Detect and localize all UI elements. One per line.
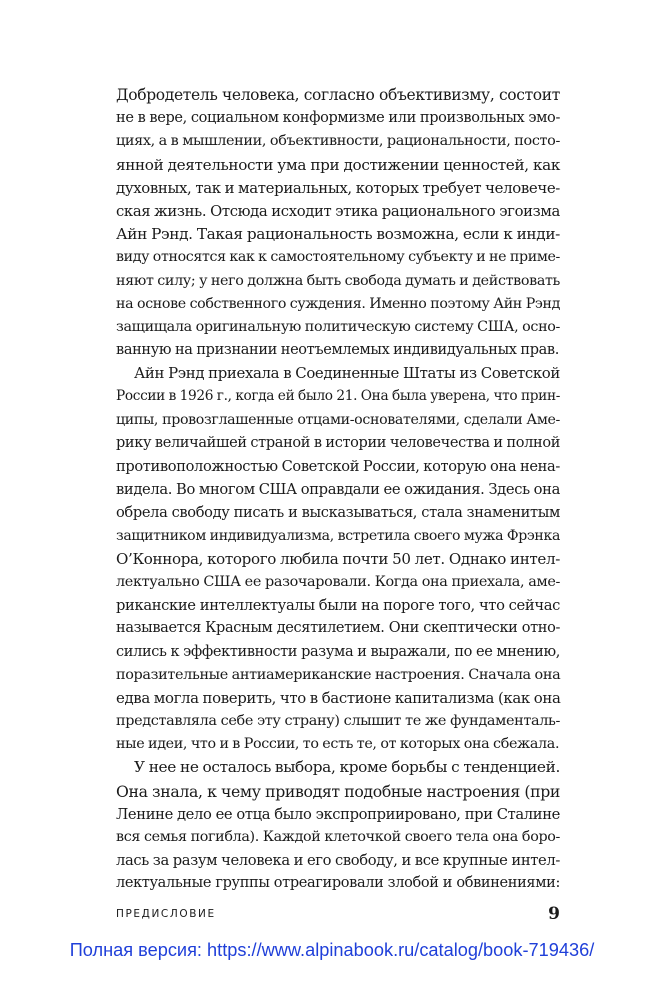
- page-footer: [116, 906, 560, 926]
- text-line: обрела свободу писать и высказываться, стала знаменитым: [116, 504, 560, 522]
- text-line: видела. Во многом США оправдали ее ожидания. Здесь она: [116, 481, 560, 499]
- page-number: 9: [548, 904, 560, 924]
- text-line: циях, а в мышлении, объективности, рациональности, посто-: [116, 133, 560, 150]
- text-line: О’Коннора, которого любила почти 50 лет. Однако интел-: [116, 549, 560, 568]
- text-line: лектуально США ее разочаровали. Когда она приехала, аме-: [116, 573, 560, 590]
- text-line: Айн Рэнд. Такая рациональность возможна, если к инди-: [116, 225, 560, 244]
- text-line: не в вере, социальном конформизме или произвольных эмо-: [116, 110, 560, 127]
- text-line: ская жизнь. Отсюда исходит этика рационального эгоизма: [116, 202, 560, 220]
- text-line: рику величайшей страной в истории человечества и полной: [116, 434, 561, 451]
- text-line: ципы, провозглашенные отцами-основателями, сделали Аме-: [116, 411, 560, 428]
- text-line: ные идеи, что и в России, то есть те, от которых она сбежала.: [116, 736, 560, 753]
- text-line: [116, 84, 560, 107]
- text-line: едва могла поверить, что в бастионе капитализма (как она: [116, 688, 561, 707]
- text-line: на основе собственного суждения. Именно поэтому Айн Рэнд: [116, 295, 560, 312]
- text-line: России в 1926 г., когда ей было 21. Она была уверена, что прин-: [116, 388, 560, 405]
- full-version-link[interactable]: Полная версия: https://www.alpinabook.ru/catalog/book-719436/: [69, 940, 595, 960]
- text-line: У нее не осталось выбора, кроме борьбы с тенденцией.: [134, 758, 560, 777]
- text-line: Айн Рэнд приехала в Соединенные Штаты из Советской: [134, 364, 560, 383]
- text-line: лектуальные группы отреагировали злобой и обвинениями:: [116, 875, 560, 892]
- text-line: сились к эффективности разума и выражали, по ее мнению,: [116, 643, 560, 660]
- page-body-text: [116, 84, 560, 896]
- text-line: Ленине дело ее отца было экспроприировано, при Сталине: [116, 805, 560, 823]
- text-line: поразительные антиамериканские настроения. Сначала она: [116, 666, 561, 683]
- text-line: янной деятельности ума при достижении ценностей, как: [116, 155, 560, 174]
- text-line: виду относятся как к самостоятельному субъекту и не приме-: [116, 249, 560, 266]
- running-head: ПРЕДИСЛОВИЕ: [116, 908, 216, 920]
- text-line: противоположностью Советской России, которую она нена-: [116, 458, 560, 475]
- text-line-content: Добродетель человека, согласно объективизму, состоит: [116, 86, 560, 104]
- text-line: вся семья погибла). Каждой клеточкой своего тела она боро-: [116, 829, 560, 845]
- text-line: представляла себе эту страну) слышит те же фундаменталь-: [116, 713, 560, 730]
- text-line: называется Красным десятилетием. Они скептически отно-: [116, 620, 560, 637]
- text-line: няют силу; у него должна быть свобода думать и действовать: [116, 272, 560, 289]
- text-line: духовных, так и материальных, которых требует человече-: [116, 178, 560, 197]
- text-line: защищала оригинальную политическую систему США, осно-: [116, 318, 560, 335]
- text-line: Она знала, к чему приводят подобные настроения (при: [116, 781, 560, 801]
- text-line: риканские интеллектуалы были на пороге того, что сейчас: [116, 597, 560, 615]
- text-line: защитником индивидуализма, встретила своего мужа Фрэнка: [116, 527, 560, 544]
- text-line: ванную на признании неотъемлемых индивидуальных прав.: [116, 342, 559, 359]
- text-line: лась за разум человека и его свободу, и все крупные интел-: [116, 852, 560, 870]
